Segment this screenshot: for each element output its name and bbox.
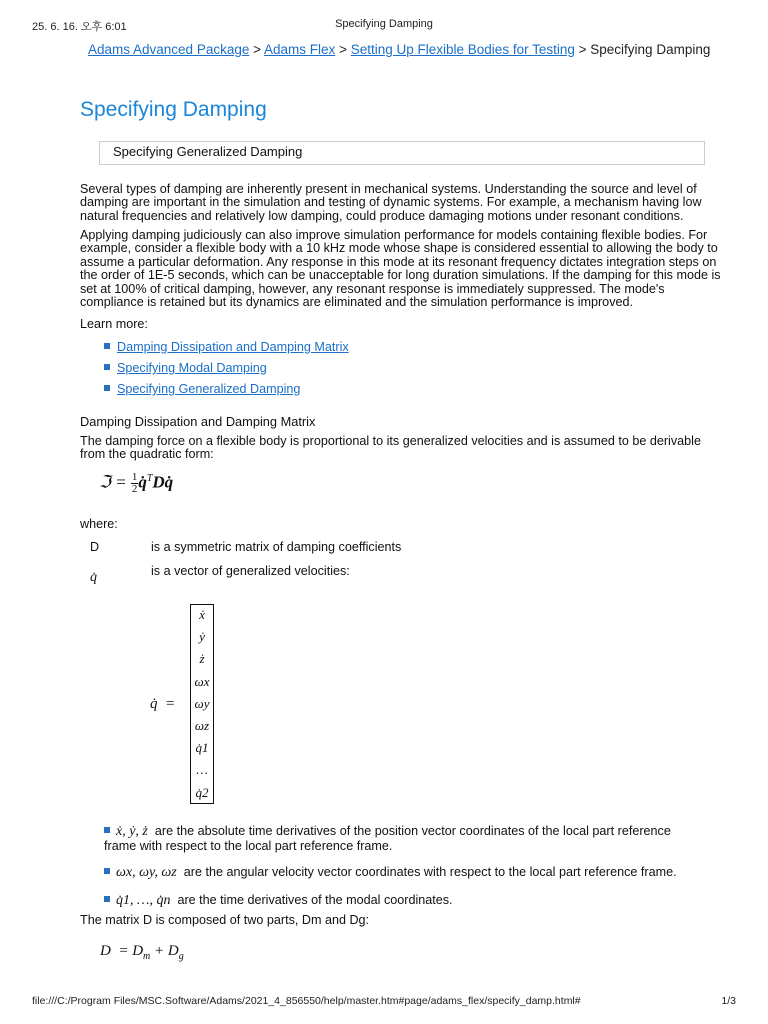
section-intro: The damping force on a flexible body is proportional to its generalized velocities and is assumed to be derivable from the quadratic form: (80, 434, 701, 462)
vector-entry: ż (199, 651, 205, 667)
bullet-square-icon (104, 896, 110, 902)
list-item (104, 824, 704, 853)
bullet-text: are the angular velocity vector coordinates with respect to the local part reference frame. (183, 865, 677, 879)
vector-entry: ωx (194, 673, 210, 689)
learn-more-list (104, 340, 349, 403)
def-term-qdot: q̇ (90, 570, 97, 585)
link-generalized-damping[interactable]: Specifying Generalized Damping (117, 382, 301, 396)
list-item (104, 865, 704, 880)
print-title: Specifying Damping (335, 18, 433, 30)
page-title: Specifying Damping (80, 98, 267, 121)
vector-entry: ẋ (199, 607, 205, 622)
breadcrumb-link-flex-testing[interactable]: Setting Up Flexible Bodies for Testing (350, 42, 575, 57)
def-term-d: D (90, 540, 100, 554)
learn-more-label: Learn more: (80, 317, 148, 331)
breadcrumb-current: Specifying Damping (590, 42, 711, 57)
breadcrumb: Adams Advanced Package > Adams Flex > Setting Up Flexible Bodies for Testing > Specifying Damping (88, 42, 711, 57)
bullet-square-icon (104, 343, 110, 349)
bullet-symbol: q̇1, …, q̇n (116, 893, 171, 908)
list-item (104, 893, 704, 908)
vector-entry: q̇1 (195, 740, 209, 756)
breadcrumb-link-adams-flex[interactable]: Adams Flex (264, 42, 336, 57)
list-item (104, 361, 349, 382)
vector-entry: … (196, 762, 208, 778)
velocity-vector (190, 604, 214, 804)
bullet-square-icon (104, 364, 110, 370)
intro-paragraph: Several types of damping are inherently present in mechanical systems. Understanding the source and level of damping are important in the simulation and testing of dynamic systems. For example, a mechanism having low natural frequencies and relatively low damping, could produce damaging motions under resonant conditions. (80, 182, 702, 223)
page-number: 1/3 (721, 995, 736, 1007)
mini-toc-box[interactable] (99, 141, 705, 165)
damping-matrix-equation: $D = D_m + D_g$ (100, 943, 184, 962)
bullet-text: are the absolute time derivatives of the position vector coordinates of the local part reference frame with respect to the local part reference frame. (104, 824, 671, 853)
vector-entry: ωy (194, 695, 210, 711)
link-modal-damping[interactable]: Specifying Modal Damping (117, 361, 267, 375)
where-label: where: (80, 517, 118, 531)
velocity-vector-equation: q̇ = (150, 696, 176, 712)
bullet-symbol: ẋ, ẏ, ż (116, 824, 148, 839)
breadcrumb-link-adams-advanced[interactable]: Adams Advanced Package (88, 42, 250, 57)
list-item (104, 340, 349, 361)
link-damping-dissipation[interactable]: Damping Dissipation and Damping Matrix (117, 340, 349, 354)
mini-toc-item[interactable]: Specifying Generalized Damping (113, 144, 303, 159)
bullet-square-icon (104, 868, 110, 874)
bullet-square-icon (104, 827, 110, 833)
vector-entry: ωz (194, 717, 210, 733)
print-footer (32, 995, 736, 1007)
vector-entry: q̇2 (195, 784, 209, 800)
performance-paragraph: Applying damping judiciously can also improve simulation performance for models containing flexible bodies. For example, consider a flexible body with a 10 kHz mode whose shape is considered essential to allowing the body to assume a particular deformation. Any response in this mode at its resonant frequency dictates integration steps on the order of 1E-5 seconds, which can be unacceptable for long duration simulations. If the damping for this mode is set at 100% of critical damping, however, any resonant response is immediately suppressed. The mode's compliance is retained but its dynamics are eliminated and the simulation performance is improved. (80, 228, 721, 310)
matrix-composition-text: The matrix D is composed of two parts, Dm and Dg: (80, 913, 370, 927)
vector-entry: ẏ (199, 629, 205, 645)
def-desc-d: is a symmetric matrix of damping coefficients (151, 540, 402, 554)
bullet-symbol: ωx, ωy, ωz (116, 865, 177, 880)
def-desc-qdot: is a vector of generalized velocities: (151, 564, 350, 578)
footer-path: file:///C:/Program Files/MSC.Software/Adams/2021_4_856550/help/master.htm#page/adams_flex/specify_damp.html# (32, 995, 581, 1007)
section-heading: Damping Dissipation and Damping Matrix (80, 414, 316, 429)
print-date: 25. 6. 16. 오후 6:01 (32, 21, 127, 33)
list-item (104, 382, 349, 403)
bullet-square-icon (104, 385, 110, 391)
quadratic-form-equation: ℑ = $\frac{1}{2}q̇^TDq̇$ (99, 471, 174, 495)
bullet-text: are the time derivatives of the modal coordinates. (177, 893, 453, 907)
